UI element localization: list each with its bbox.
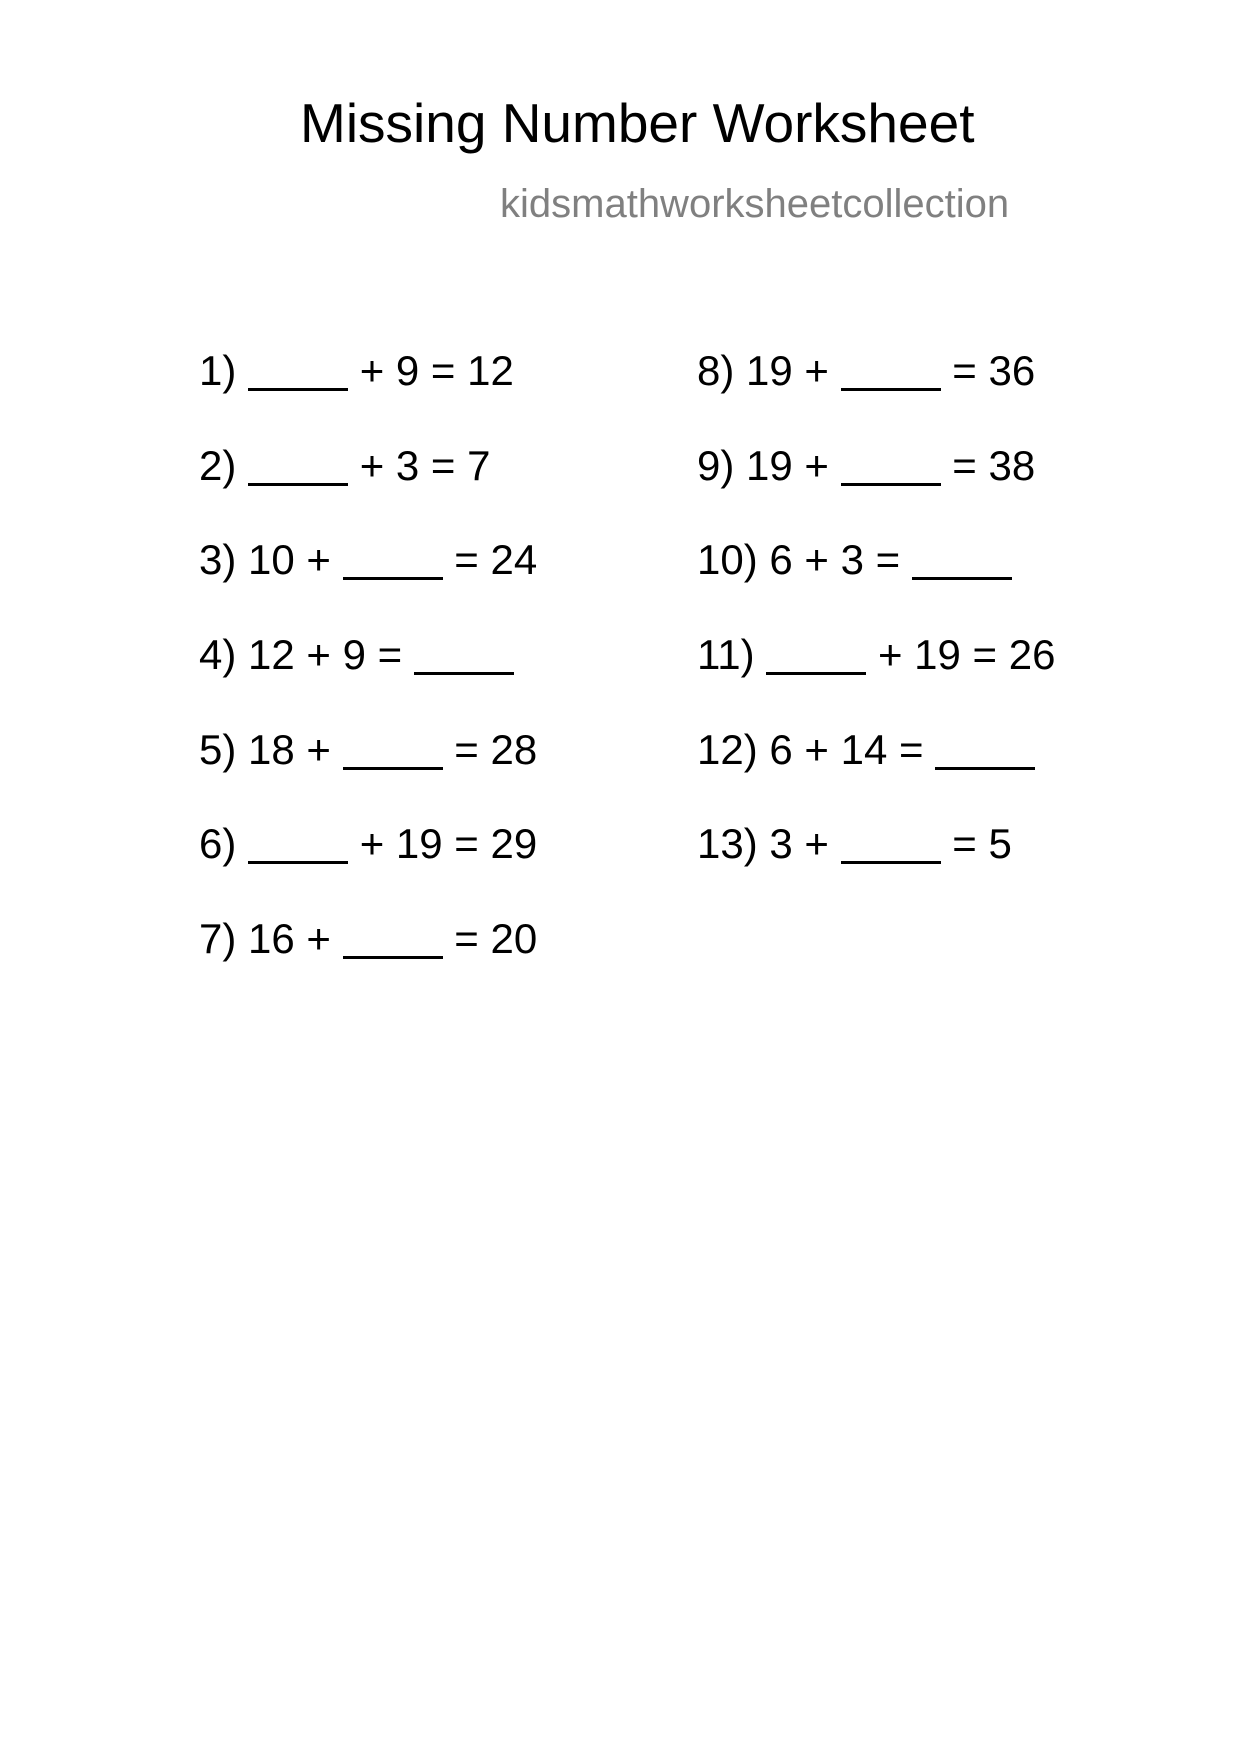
answer-blank[interactable] (414, 672, 514, 675)
problem-number: 8) (697, 347, 735, 394)
problem-expression-before: 6 + 14 = (769, 725, 924, 773)
problem-5 (199, 725, 538, 824)
problem-expression-before: 19 + (746, 441, 829, 489)
problem-1 (199, 347, 537, 445)
problem-8 (697, 347, 1055, 445)
problem-expression-before: 16 + (248, 915, 331, 963)
answer-blank[interactable] (766, 672, 866, 675)
problem-12 (697, 725, 1055, 824)
problem-expression-before: 19 + (746, 347, 829, 394)
problem-9 (697, 441, 1055, 540)
answer-blank[interactable] (935, 767, 1035, 770)
answer-blank[interactable] (248, 388, 348, 391)
answer-blank[interactable] (343, 956, 443, 959)
problem-6 (199, 820, 538, 918)
problem-number: 10) (697, 536, 758, 584)
problem-expression: = 36 (952, 347, 1036, 394)
problem-expression-before: 10 + (248, 536, 331, 584)
problem-expression-before: 3 + (769, 820, 829, 868)
answer-blank[interactable] (248, 483, 348, 486)
problem-expression: = 5 (952, 820, 1012, 868)
site-watermark: kidsmathworksheetcollection (500, 182, 1010, 226)
problem-expression-before: 12 + 9 = (248, 631, 403, 679)
problem-number: 3) (199, 536, 237, 584)
problem-expression: = 20 (454, 915, 538, 963)
problem-expression: + 3 = 7 (359, 441, 491, 489)
answer-blank[interactable] (841, 388, 941, 391)
problem-number: 13) (697, 820, 758, 868)
answer-blank[interactable] (841, 483, 941, 486)
problem-expression: + 19 = 26 (877, 631, 1056, 679)
problem-number: 11) (697, 631, 755, 679)
problem-expression: = 28 (454, 725, 538, 773)
problem-4 (199, 631, 537, 729)
problem-10 (697, 536, 1055, 634)
page-title: Missing Number Worksheet (300, 92, 975, 154)
problem-expression: = 38 (952, 441, 1036, 489)
answer-blank[interactable] (343, 767, 443, 770)
problem-number: 5) (199, 725, 237, 773)
problem-expression: + 9 = 12 (359, 347, 514, 394)
problem-number: 6) (199, 820, 237, 868)
problems-column-right (697, 347, 1056, 918)
answer-blank[interactable] (343, 577, 443, 580)
problem-number: 12) (697, 725, 758, 773)
problem-7 (199, 915, 538, 1013)
problem-number: 1) (199, 347, 237, 394)
problem-expression: = 24 (454, 536, 538, 584)
answer-blank[interactable] (841, 861, 941, 864)
problem-number: 2) (199, 441, 237, 489)
problem-2 (199, 441, 537, 540)
answer-blank[interactable] (248, 861, 348, 864)
answer-blank[interactable] (912, 577, 1012, 580)
problem-number: 4) (199, 631, 237, 679)
problem-13 (697, 820, 1055, 918)
problem-11 (697, 631, 1056, 729)
problem-number: 9) (697, 441, 735, 489)
problem-expression: + 19 = 29 (359, 820, 538, 868)
problem-3 (199, 536, 538, 634)
problem-number: 7) (199, 915, 237, 963)
problem-expression-before: 18 + (248, 725, 331, 773)
problem-expression-before: 6 + 3 = (769, 536, 901, 584)
problems-column-left (199, 347, 538, 1013)
